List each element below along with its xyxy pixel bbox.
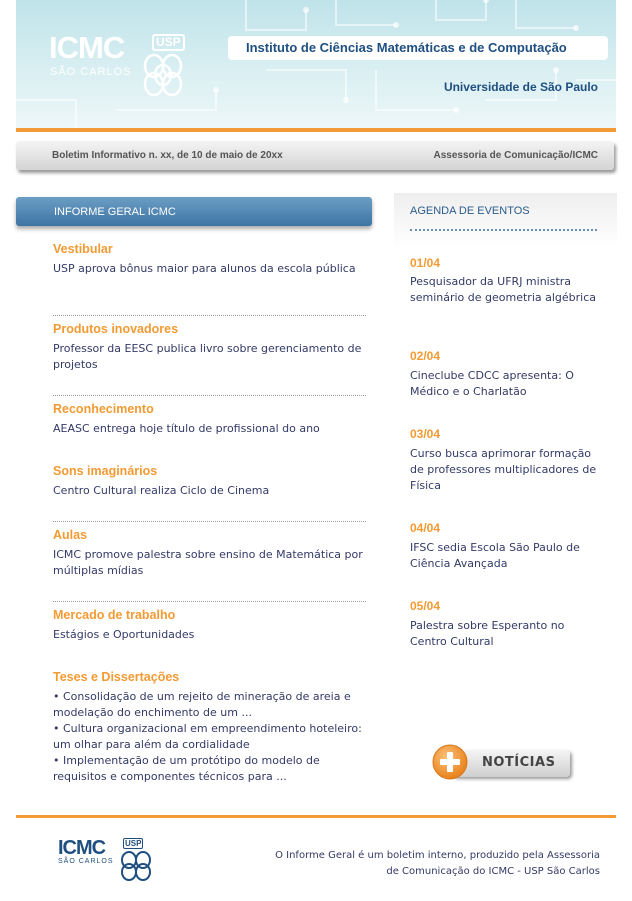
- event-date: 02/04: [410, 349, 441, 363]
- agenda-divider: [410, 229, 597, 231]
- informe-geral-title: INFORME GERAL ICMC: [54, 206, 176, 218]
- section-vestibular-title[interactable]: Vestibular: [53, 242, 113, 256]
- footer-divider: [16, 815, 616, 818]
- section-aulas-text[interactable]: ICMC promove palestra sobre ensino de Matemática por múltiplas mídias: [53, 548, 363, 577]
- plus-icon[interactable]: [432, 744, 468, 780]
- teses-item[interactable]: • Consolidação de um rejeito de mineração de areia e modelação do enchimento de um ...: [53, 690, 351, 719]
- footer-usp-knot-icon: [117, 849, 155, 883]
- section-sons-title[interactable]: Sons imaginários: [53, 464, 158, 478]
- noticias-button-label[interactable]: NOTÍCIAS: [482, 755, 556, 770]
- footer-usp-badge: USP: [125, 839, 142, 848]
- section-reconhecimento-text[interactable]: AEASC entrega hoje título de profissional do ano: [53, 422, 320, 435]
- department-label: Assessoria de Comunicação/ICMC: [433, 150, 598, 161]
- event-text[interactable]: Pesquisador da UFRJ ministra seminário de geometria algébrica: [410, 275, 597, 304]
- event-date: 05/04: [410, 599, 441, 613]
- event-date: 01/04: [410, 256, 441, 270]
- section-aulas-title[interactable]: Aulas: [53, 528, 88, 542]
- section-vestibular-text[interactable]: USP aprova bônus maior para alunos da escola pública: [53, 262, 356, 275]
- divider: [53, 395, 366, 396]
- section-reconhecimento-title[interactable]: Reconhecimento: [53, 402, 154, 416]
- section-produtos-text[interactable]: Professor da EESC publica livro sobre gerenciamento de projetos: [53, 342, 362, 371]
- event-text[interactable]: Curso busca aprimorar formação de professores multiplicadores de Física: [410, 447, 597, 492]
- divider: [53, 521, 366, 522]
- university-name: Universidade de São Paulo: [443, 80, 598, 94]
- section-produtos-title[interactable]: Produtos inovadores: [53, 322, 179, 336]
- bulletin-label: Boletim Informativo n. xx, de 10 de maio de 20xx: [52, 150, 283, 161]
- event-date: 03/04: [410, 427, 441, 441]
- footer-logo-city: SÃO CARLOS: [58, 858, 114, 865]
- site-title: Instituto de Ciências Matemáticas e de Computação: [246, 40, 567, 55]
- divider: [53, 601, 366, 602]
- agenda-header-panel: [394, 193, 617, 248]
- section-mercado-title[interactable]: Mercado de trabalho: [53, 608, 176, 622]
- teses-item[interactable]: • Cultura organizacional em empreendimento hoteleiro: um olhar para além da cordialidade: [53, 722, 362, 751]
- teses-item[interactable]: • Implementação de um protótipo do modelo de requisitos e componentes técnicos para ...: [53, 754, 320, 783]
- usp-knot-logo-icon: [140, 50, 186, 100]
- footer-text: O Informe Geral é um boletim interno, produzido pela Assessoria de Comunicação do ICMC - USP São Carlos: [275, 850, 600, 877]
- usp-logo-badge: USP: [152, 34, 185, 51]
- footer-icmc-logo-text: ICMC: [58, 837, 106, 859]
- agenda-title: AGENDA DE EVENTOS: [410, 205, 530, 217]
- logo-city: SÃO CARLOS: [50, 66, 132, 78]
- event-date: 04/04: [410, 521, 441, 535]
- section-teses-title[interactable]: Teses e Dissertações: [53, 670, 180, 684]
- divider: [53, 315, 366, 316]
- event-text[interactable]: Cineclube CDCC apresenta: O Médico e o Charlatão: [410, 369, 574, 398]
- header-divider: [16, 128, 616, 132]
- section-mercado-text[interactable]: Estágios e Oportunidades: [53, 628, 195, 641]
- event-text[interactable]: IFSC sedia Escola São Paulo de Ciência Avançada: [410, 541, 580, 570]
- section-sons-text[interactable]: Centro Cultural realiza Ciclo de Cinema: [53, 484, 270, 497]
- event-text[interactable]: Palestra sobre Esperanto no Centro Cultural: [410, 619, 565, 648]
- icmc-logo-text: ICMC: [49, 30, 125, 65]
